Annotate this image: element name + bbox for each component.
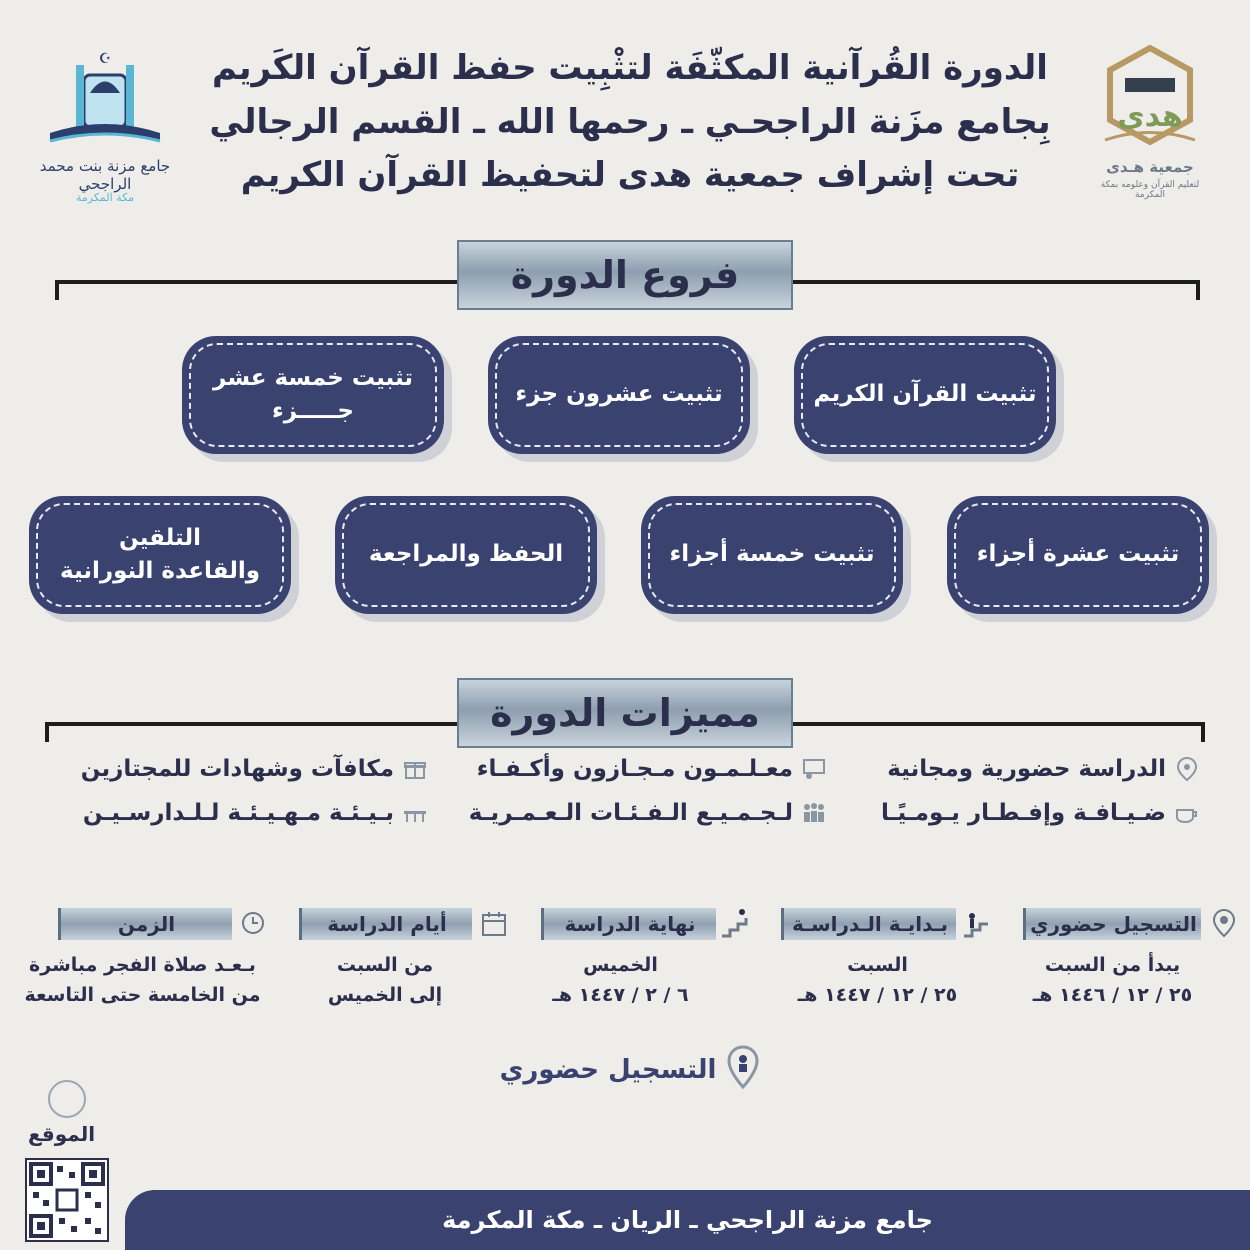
branch-five-parts bbox=[641, 496, 903, 614]
schedule-line: الخميس bbox=[583, 954, 658, 976]
stairs-start-icon bbox=[964, 910, 992, 938]
branch-label: تثبيت خمسة عشر جـــــزء bbox=[213, 364, 413, 424]
footer-address: جامع مزنة الراجحي ـ الريان ـ مكة المكرمة bbox=[442, 1206, 933, 1234]
branch-label: الحفظ والمراجعة bbox=[368, 541, 564, 568]
features-title: مميزات الدورة bbox=[457, 678, 793, 748]
map-icon bbox=[48, 1080, 86, 1118]
feature-label: ضـيـافـة وإفـطـار يـومـيًـا bbox=[880, 800, 1166, 826]
branch-fifteen-parts bbox=[182, 336, 444, 454]
branches-title: فروع الدورة bbox=[457, 240, 793, 310]
schedule-line: بـعـد صلاة الفجر مباشرة bbox=[29, 954, 256, 976]
schedule-start-text bbox=[775, 950, 980, 1011]
location-label: الموقع bbox=[28, 1122, 96, 1146]
footer-bar bbox=[125, 1190, 1250, 1250]
teacher-icon bbox=[801, 756, 827, 782]
huda-subtitle: لتعليم القرآن وعلومه بمكة المكرمة bbox=[1100, 180, 1200, 200]
coffee-icon bbox=[1174, 800, 1200, 826]
qr-code-icon bbox=[27, 1160, 107, 1240]
schedule-heading: بـدايـة الـدراسـة bbox=[781, 908, 956, 940]
calendar-icon bbox=[480, 910, 508, 938]
schedule-heading: الزمن bbox=[58, 908, 232, 940]
feature-label: مكافآت وشهادات للمجتازين bbox=[80, 756, 394, 782]
features-rule-tick-left bbox=[45, 722, 49, 742]
mosque-name: جامع مزنة بنت محمد الراجحي bbox=[39, 157, 171, 193]
feature-qualified-teachers bbox=[477, 756, 827, 782]
clock-icon bbox=[238, 910, 266, 938]
title-line-3: تحت إشراف جمعية هدى لتحفيظ القرآن الكريم bbox=[240, 155, 1020, 195]
branch-talqeen bbox=[29, 496, 291, 614]
stairs-end-icon bbox=[722, 908, 750, 936]
feature-rewards bbox=[81, 756, 428, 782]
schedule-line: ٦ / ٢ / ١٤٤٧ هـ bbox=[552, 984, 689, 1007]
feature-label: بـيـئـة مـهـيـئـة لـلـدارسـيـن bbox=[82, 800, 394, 826]
registration-note bbox=[495, 1045, 765, 1095]
schedule-heading: أيام الدراسة bbox=[299, 908, 472, 940]
schedule-line: إلى الخميس bbox=[327, 984, 443, 1007]
feature-hospitality bbox=[881, 800, 1200, 826]
schedule-line: ٢٥ / ١٢ / ١٤٤٦ هـ bbox=[1032, 984, 1193, 1007]
branch-label: تثبيت عشرة أجزاء bbox=[976, 541, 1180, 568]
branch-label: التلقين والقاعدة النورانية bbox=[60, 524, 261, 584]
feature-all-ages bbox=[469, 800, 827, 826]
mosque-logo bbox=[20, 45, 190, 215]
schedule-registration-text bbox=[1010, 950, 1215, 1011]
location-qr-code[interactable] bbox=[25, 1158, 109, 1242]
schedule-line: السبت bbox=[847, 954, 908, 976]
gift-icon bbox=[402, 756, 428, 782]
schedule-line: من الخامسة حتى التاسعة bbox=[24, 984, 261, 1007]
huda-name: جمعية هـدى bbox=[1106, 158, 1194, 176]
feature-label: معـلـمـون مـجـازون وأكـفـاء bbox=[476, 756, 793, 782]
group-icon bbox=[801, 800, 827, 826]
branch-label: تثبيت خمسة أجزاء bbox=[669, 541, 875, 568]
branch-ten-parts bbox=[947, 496, 1209, 614]
title-line-1: الدورة القُرآنية المكثّفَة لتثْبِيت حفظ القرآن الكَريم bbox=[212, 48, 1048, 88]
schedule-heading: التسجيل حضوري bbox=[1023, 908, 1201, 940]
schedule-time-text bbox=[15, 950, 270, 1011]
registration-label: التسجيل حضوري bbox=[499, 1055, 717, 1085]
classroom-icon bbox=[402, 800, 428, 826]
location-pin-icon bbox=[1174, 756, 1200, 782]
schedule-days-text bbox=[285, 950, 485, 1011]
location-pin-icon bbox=[726, 1045, 760, 1096]
feature-label: لـجـمـيـع الـفـئـات الـعـمـريـة bbox=[468, 800, 793, 826]
mosque-icon bbox=[20, 45, 190, 160]
title-line-2: بِجامع مزَنة الراجحـي ـ رحمها الله ـ القسم الرجالي bbox=[209, 102, 1051, 142]
schedule-line: ٢٥ / ١٢ / ١٤٤٧ هـ bbox=[797, 984, 958, 1007]
schedule-heading: نهاية الدراسة bbox=[541, 908, 716, 940]
schedule-line: من السبت bbox=[336, 954, 434, 976]
branch-twenty-parts bbox=[488, 336, 750, 454]
huda-mark-text: هدى bbox=[1117, 99, 1183, 134]
feature-free-attendance bbox=[887, 756, 1200, 782]
mosque-city: مكة المكرمة bbox=[75, 191, 135, 204]
feature-label: الدراسة حضورية ومجانية bbox=[887, 756, 1166, 782]
branch-memorize-review bbox=[335, 496, 597, 614]
branch-quran bbox=[794, 336, 1056, 454]
branches-rule-tick-right bbox=[1196, 280, 1200, 300]
svg-text:☪: ☪ bbox=[98, 51, 112, 67]
schedule-end-text bbox=[518, 950, 723, 1011]
huda-logo bbox=[1085, 40, 1215, 210]
branches-rule-tick-left bbox=[55, 280, 59, 300]
huda-mark-icon bbox=[1085, 40, 1215, 160]
schedule-line: يبدأ من السبت bbox=[1044, 954, 1181, 976]
feature-environment bbox=[83, 800, 428, 826]
branch-label: تثبيت عشرون جزء bbox=[515, 381, 723, 408]
branch-label: تثبيت القرآن الكريم bbox=[813, 381, 1037, 408]
location-pin-icon bbox=[1208, 908, 1236, 936]
features-rule-tick-right bbox=[1201, 722, 1205, 742]
